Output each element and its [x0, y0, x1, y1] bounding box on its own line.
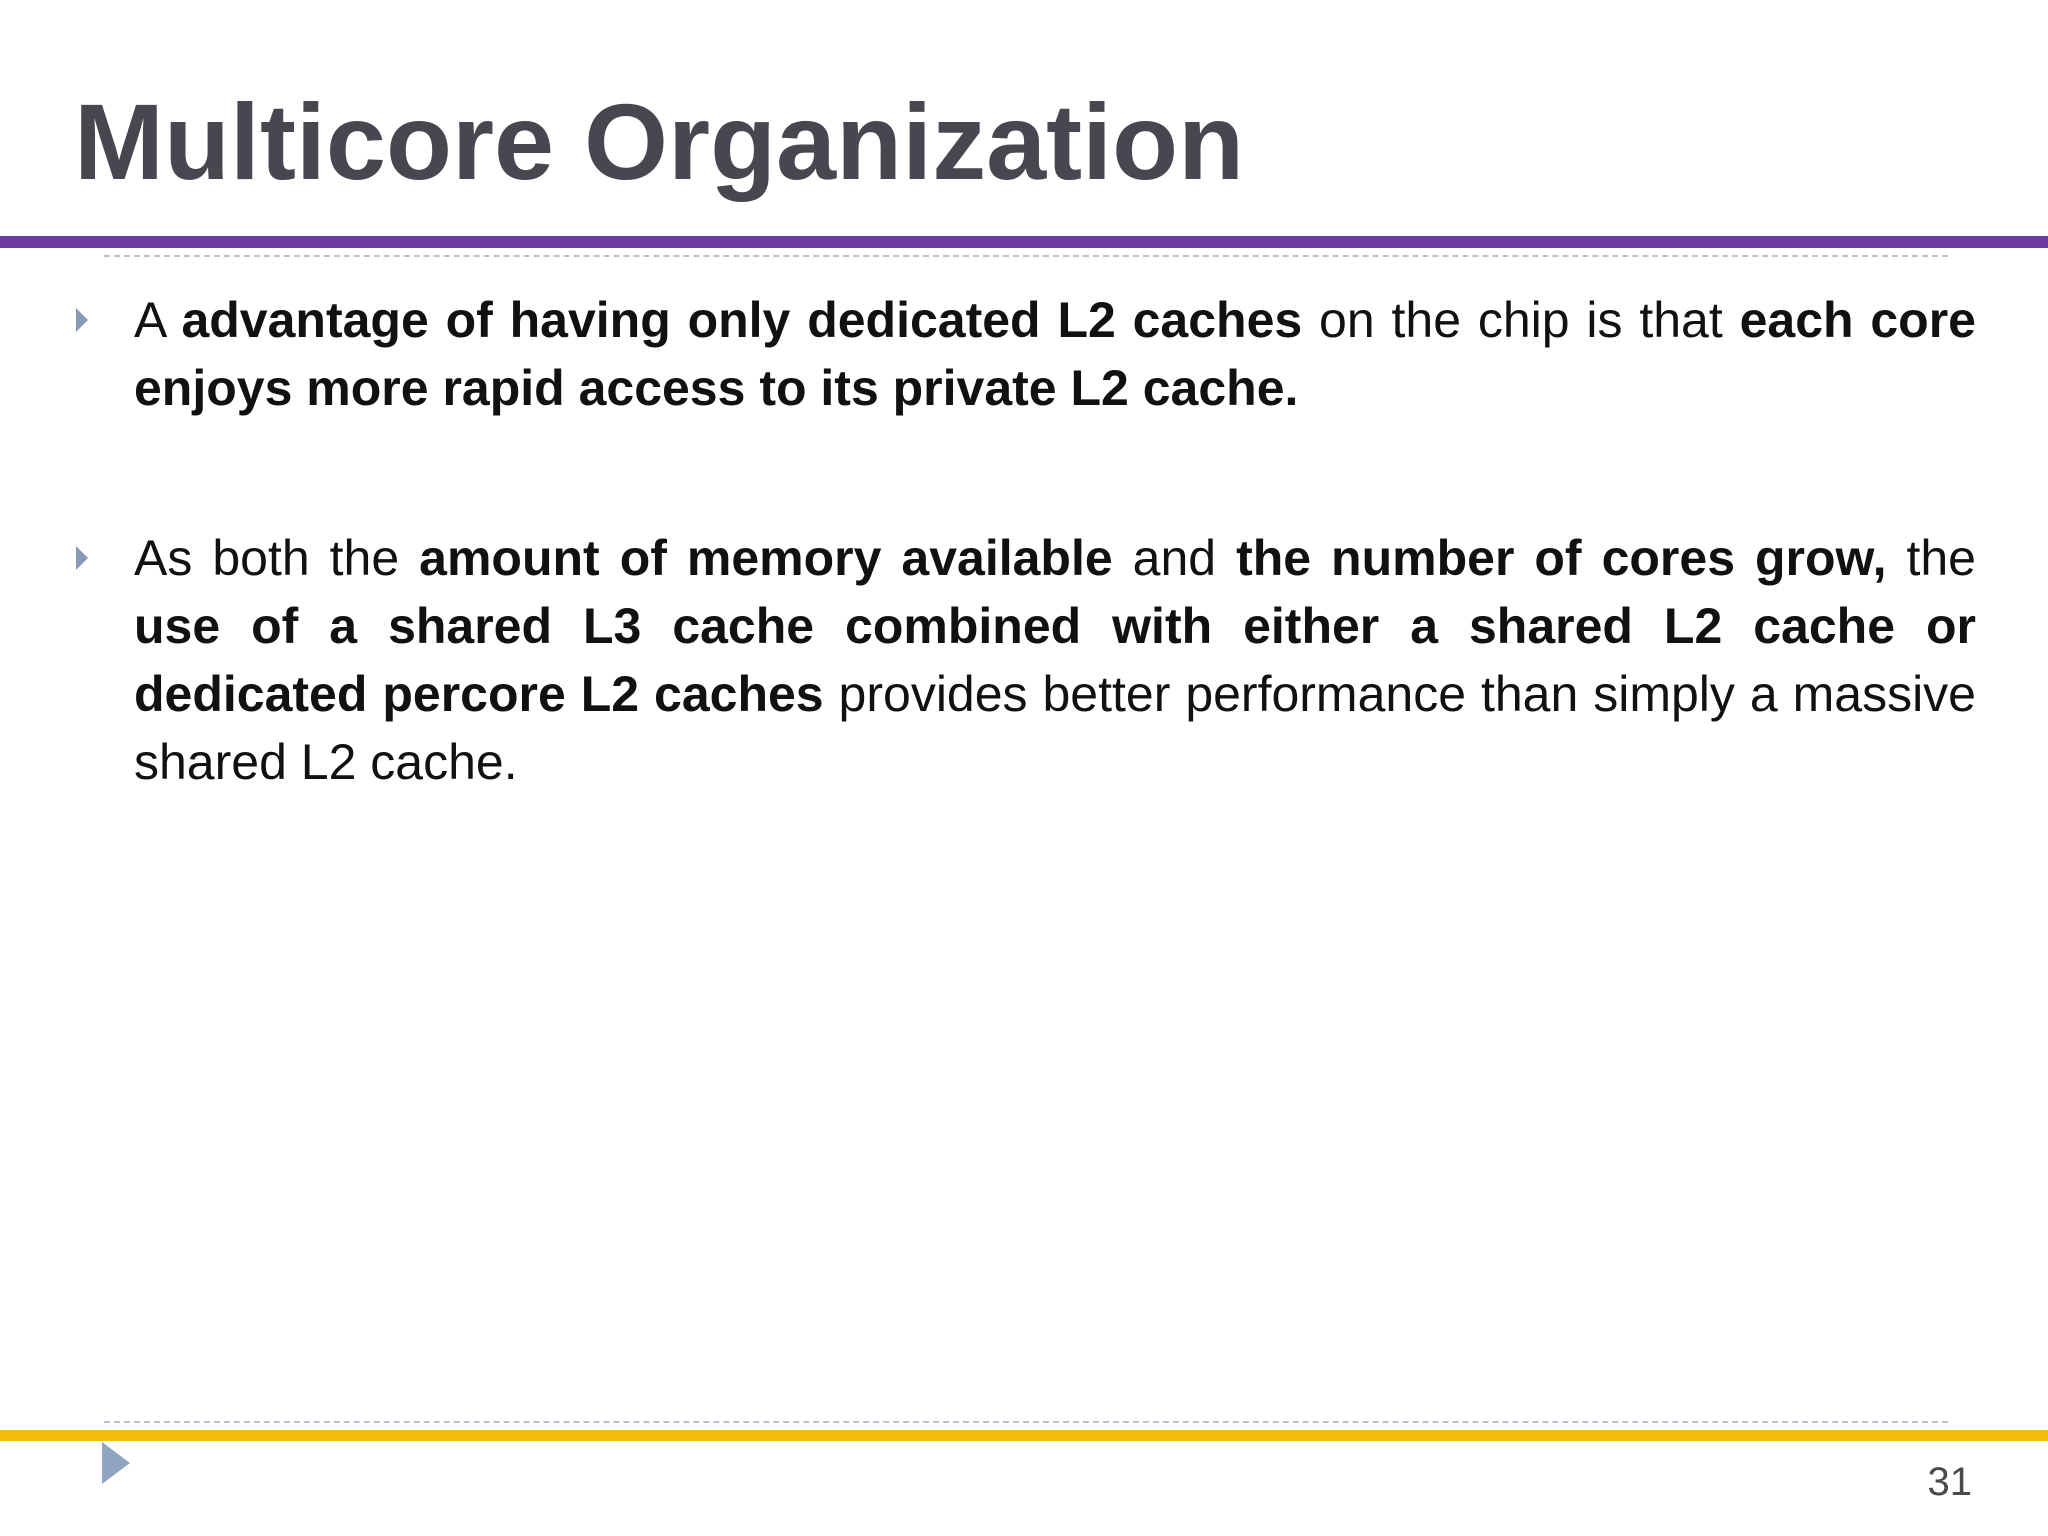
bullet-text-segment: provides better performance than simply a massive shared L2 cache.	[134, 666, 1976, 790]
bottom-dashed-divider	[104, 1421, 1948, 1423]
bullet-text-segment-bold: the number of cores grow,	[1236, 530, 1887, 586]
bullet-text-segment-bold: amount of memory available	[419, 530, 1113, 586]
triangle-right-icon	[76, 308, 88, 332]
bullet-text-segment: the	[1886, 530, 1976, 586]
bullet-text-segment: and	[1112, 530, 1237, 586]
top-dashed-divider	[104, 255, 1948, 257]
title-underline-bar	[0, 236, 2048, 248]
footer-bar	[0, 1430, 2048, 1441]
bullet-item	[134, 286, 1976, 422]
bullet-text-segment-bold: advantage of having only dedicated L2 caches	[181, 292, 1303, 348]
corner-triangle-right-icon	[102, 1442, 130, 1484]
bullet-text-segment-bold: use of a shared L3 cache combined with either a shared L2 cache or dedicated percore L2 caches	[134, 598, 1976, 722]
bullet-text-segment-bold: each core enjoys more rapid access to its private L2 cache.	[134, 292, 1976, 416]
slide-title: Multicore Organization	[74, 81, 1245, 202]
bullet-item	[134, 524, 1976, 796]
bullet-text-segment: on the chip is that	[1302, 292, 1740, 348]
page-number: 31	[1927, 1460, 1972, 1504]
triangle-right-icon	[76, 546, 88, 570]
bullet-text-segment: A	[134, 292, 182, 348]
bullet-text-segment: As both the	[134, 530, 420, 586]
